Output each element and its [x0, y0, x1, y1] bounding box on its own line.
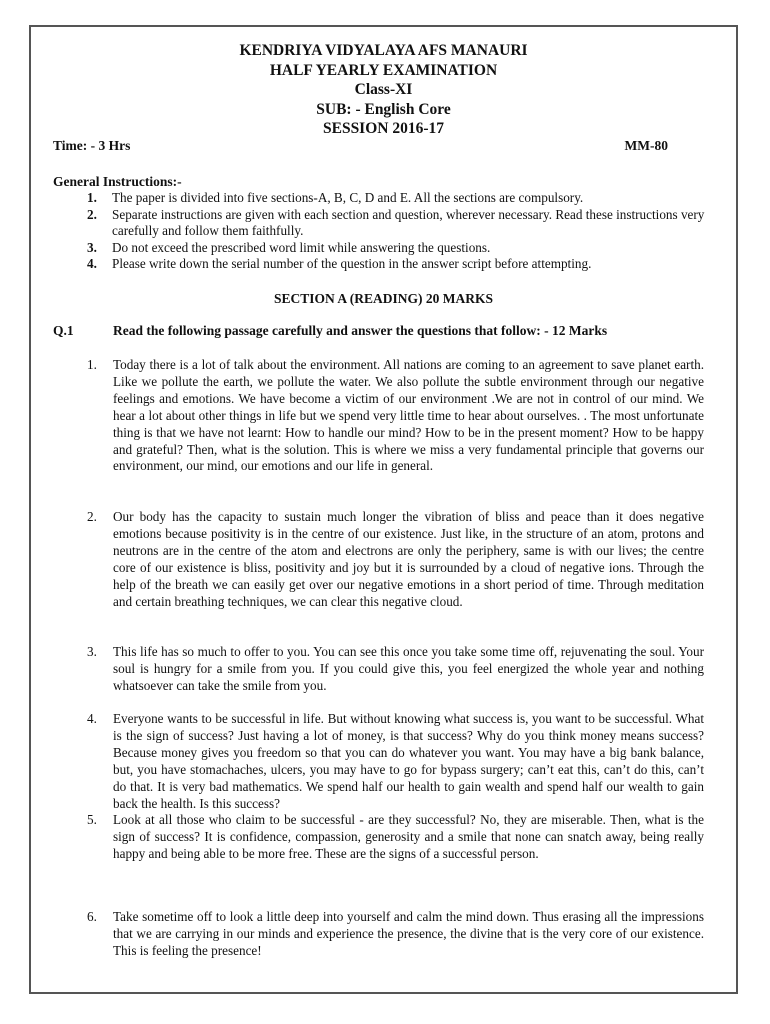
paragraph-text: Our body has the capacity to sustain much longer the vibration of bliss and peace than it does negative emotions because positivity is in the centre of our existence. Just like, in the structure of an atom, protons and neutrons are in the centre of the atom and electrons are only the periphery, same is with our lives; the centre core of our existence is bliss, positivity and joy but it is surrounded by a cloud of negative ions. Through the help of the breath we can easily get over our negative emotions in a short period of time. Through meditation and certain breathing techniques, we can clear this negative cloud.: [113, 509, 704, 609]
passage-paragraph-3: [87, 644, 704, 695]
instruction-number: 4.: [87, 256, 97, 271]
passage-item: [87, 711, 704, 812]
instruction-item: [87, 240, 707, 257]
paragraph-number: 5.: [87, 812, 97, 828]
class-label: Class-XI: [354, 81, 413, 98]
instruction-text: Please write down the serial number of the question in the answer script before attempting.: [112, 256, 592, 271]
instruction-text: Do not exceed the prescribed word limit while answering the questions.: [112, 239, 491, 255]
passage-item: [87, 909, 704, 960]
school-name: KENDRIYA VIDYALAYA AFS MANAURI: [239, 42, 528, 59]
paragraph-text: Everyone wants to be successful in life. But without knowing what success is, you want to be successful. What is the sign of success? Just having a lot of money, is that success? Why do you think money means success? Because money gives you freedom so that you can do whatever you want. You may have a big bank balance, but, you have stomachaches, ulcers, you may have to go for bypass surgery; can’t eat this, can’t do this, can’t do that. It is very bad mathematics. We spend half our health to gain wealth and spend half our wealth to gain back the health. Is this success?: [113, 711, 704, 811]
paragraph-number: 6.: [87, 909, 97, 924]
instruction-number: 3.: [87, 239, 97, 255]
paragraph-text: This life has so much to offer to you. You can see this once you take some time off, rejuvenating the soul. Your soul is hungry for a smile from you. If you could give this, you feel energized the whole year and nothing whatsoever can take the smile from you.: [113, 644, 704, 693]
passage-paragraph-6: [87, 909, 704, 960]
paragraph-text: Look at all those who claim to be successful - are they successful? No, they are miserable. Then, what is the sign of success? It is confidence, compassion, generosity and a smile that none can snatch away, being really happy and being able to be more free. These are the signs of a successful person.: [113, 812, 704, 862]
passage-item: [87, 357, 704, 475]
paragraph-text: Take sometime off to look a little deep into yourself and calm the mind down. Thus erasing all the impressions that we are carrying in our minds and experience the presence, the divine that is the very core of our existence. This is feeling the presence!: [113, 909, 704, 958]
instructions-title: General Instructions:-: [53, 174, 182, 189]
instruction-text: Separate instructions are given with each section and question, wherever necessary. Read these instructions very carefully and follow them faithfully.: [112, 206, 705, 238]
exam-header: [31, 41, 736, 139]
section-title: SECTION A (READING) 20 MARKS: [273, 291, 494, 306]
subject-label: SUB: - English Core: [316, 100, 451, 118]
paragraph-number: 3.: [87, 644, 97, 659]
passage-item: [87, 509, 704, 610]
instruction-text: The paper is divided into five sections-A, B, C, D and E. All the sections are compulsory.: [112, 190, 584, 205]
instruction-item: [87, 256, 707, 273]
time-label: Time: - 3 Hrs: [53, 138, 131, 153]
instruction-number: 1.: [87, 190, 97, 205]
exam-name: HALF YEARLY EXAMINATION: [269, 61, 498, 79]
paragraph-number: 1.: [87, 357, 97, 372]
instructions-list: [87, 190, 707, 273]
exam-page: [29, 25, 738, 994]
passage-item: [87, 812, 704, 863]
paragraph-text: Today there is a lot of talk about the environment. All nations are coming to an agreement to save planet earth. Like we pollute the earth, we pollute the water. We also pollute the subtle environment through our negative feelings and emotions. We have become a victim of our environment .We are not in control of our mind. We hear a lot about other things in life but we spend very little time to hear about ourselves. . The most unfortunate thing is that we have not learnt: How to handle our mind? How to be in the present moment? How to be happy and grateful? Then, what is the solution. This is where we miss a very fundamental principle that governs our environment, our mind, our emotions and our life in general.: [113, 357, 704, 474]
instruction-number: 2.: [87, 206, 97, 222]
passage-paragraph-2: [87, 509, 704, 610]
paragraph-number: 4.: [87, 711, 97, 726]
passage-item: [87, 644, 704, 695]
passage-paragraph-1: [87, 357, 704, 475]
passage-paragraph-4: [87, 711, 704, 863]
session-label: SESSION 2016-17: [322, 120, 445, 137]
question-text: Read the following passage carefully and answer the questions that follow: - 12 Marks: [113, 323, 608, 338]
max-marks-label: MM-80: [624, 138, 668, 153]
instruction-item: [87, 207, 707, 240]
meta-row: [53, 138, 668, 154]
paragraph-number: 2.: [87, 509, 97, 524]
question-number: Q.1: [53, 323, 74, 338]
instruction-item: [87, 190, 707, 207]
